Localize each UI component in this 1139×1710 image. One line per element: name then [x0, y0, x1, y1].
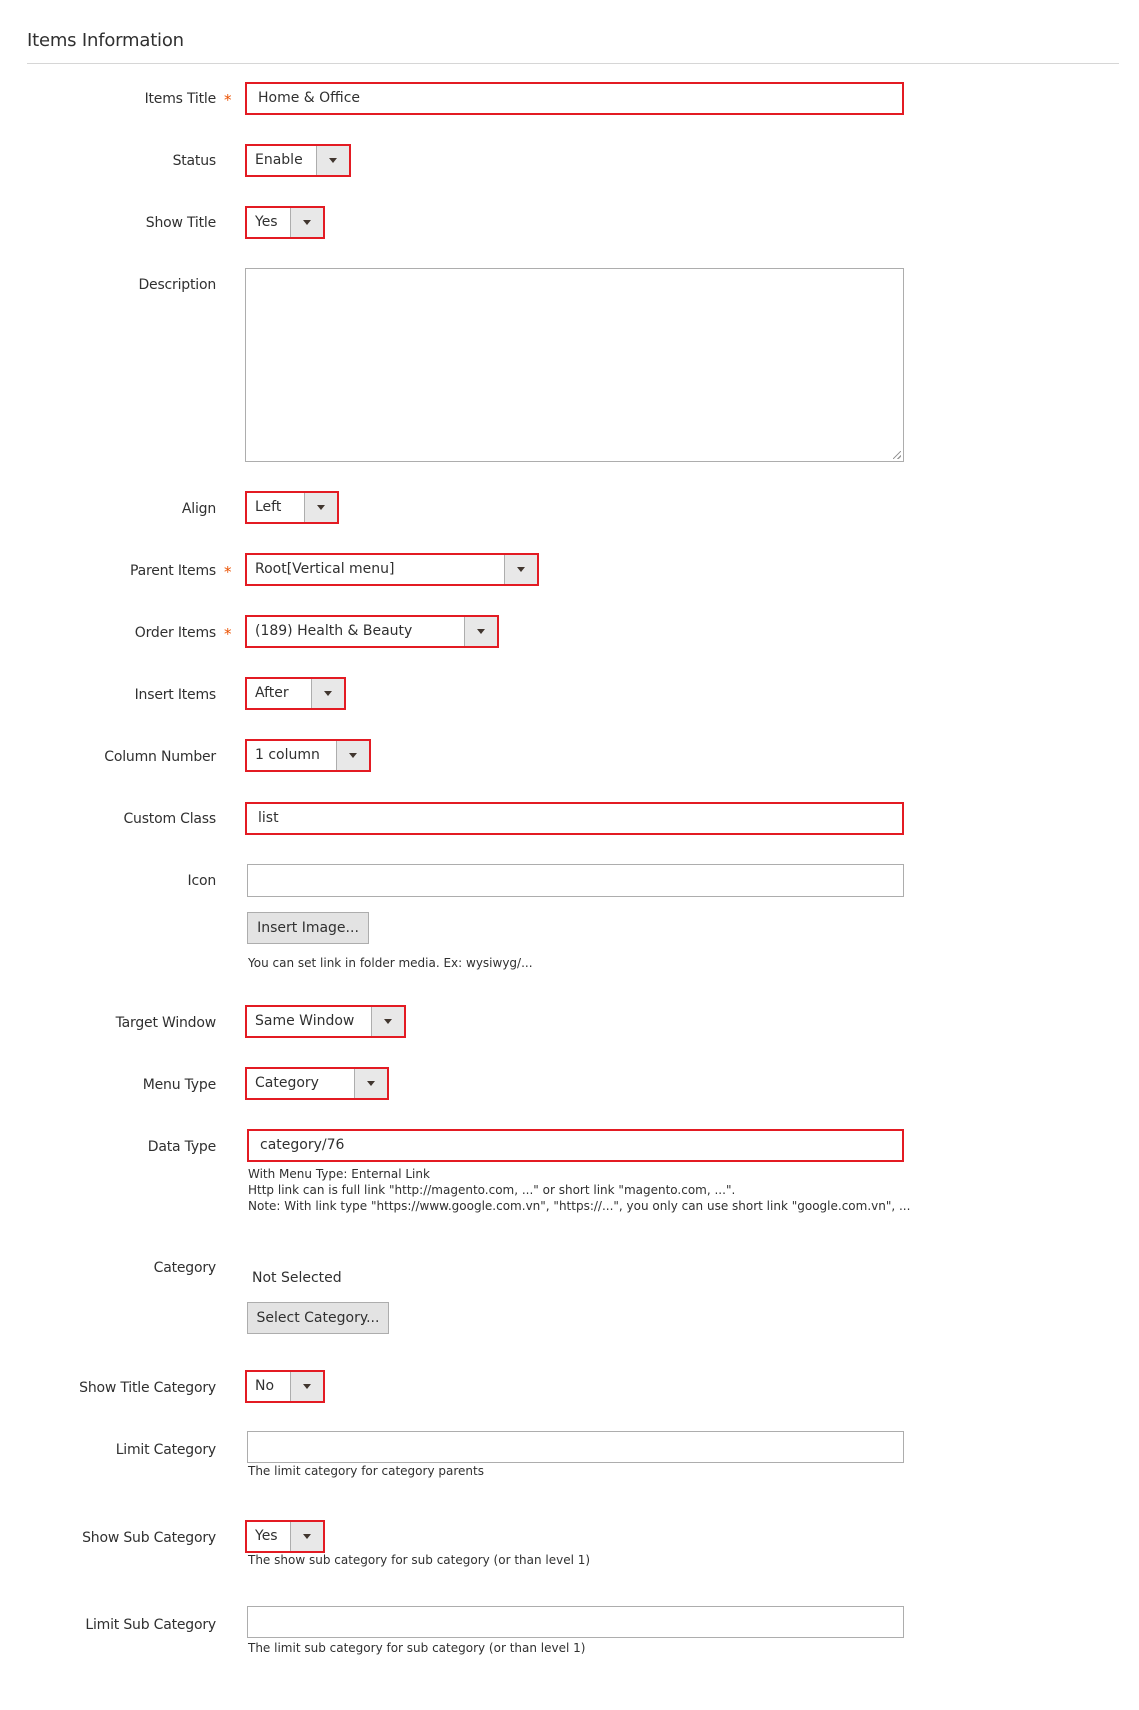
chevron-down-icon — [290, 1522, 323, 1551]
limit-sub-category-note: The limit sub category for sub category (or than level 1) — [248, 1641, 586, 1655]
chevron-down-icon — [316, 146, 349, 175]
menu-type-value: Category — [255, 1075, 319, 1091]
chevron-down-icon — [504, 555, 537, 584]
target-window-value: Same Window — [255, 1013, 355, 1029]
required-mark: * — [224, 625, 232, 643]
status-label: Status — [172, 153, 216, 169]
resize-handle-icon[interactable] — [893, 451, 901, 459]
icon-label: Icon — [187, 873, 216, 889]
required-mark: * — [224, 91, 232, 109]
show-title-label: Show Title — [145, 215, 216, 231]
target-window-select[interactable] — [245, 1005, 406, 1038]
limit-category-note: The limit category for category parents — [248, 1464, 484, 1478]
description-label: Description — [138, 277, 216, 293]
custom-class-input[interactable]: list — [245, 802, 904, 835]
show-sub-category-value: Yes — [255, 1528, 278, 1544]
limit-category-input[interactable] — [247, 1431, 904, 1463]
insert-image-button[interactable]: Insert Image... — [247, 912, 369, 944]
status-select[interactable] — [245, 144, 351, 177]
chevron-down-icon — [290, 208, 323, 237]
insert-items-label: Insert Items — [134, 687, 216, 703]
data-type-input[interactable]: category/76 — [247, 1129, 904, 1162]
chevron-down-icon — [290, 1372, 323, 1401]
status-value: Enable — [255, 152, 303, 168]
show-title-category-select[interactable] — [245, 1370, 325, 1403]
parent-items-value: Root[Vertical menu] — [255, 561, 395, 577]
category-label: Category — [153, 1260, 216, 1276]
align-label: Align — [181, 501, 216, 517]
chevron-down-icon — [311, 679, 344, 708]
insert-items-value: After — [255, 685, 289, 701]
section-divider — [27, 63, 1119, 64]
show-title-value: Yes — [255, 214, 278, 230]
category-selection-text: Not Selected — [252, 1270, 342, 1286]
data-type-note: Note: With link type "https://www.google.com.vn", "https://...", you only can use short link "google.com.vn", ... — [248, 1199, 911, 1213]
menu-type-label: Menu Type — [142, 1077, 216, 1093]
align-select[interactable] — [245, 491, 339, 524]
icon-note: You can set link in folder media. Ex: wysiwyg/... — [248, 956, 533, 970]
show-sub-category-select[interactable] — [245, 1520, 325, 1553]
custom-class-label: Custom Class — [123, 811, 216, 827]
limit-sub-category-label: Limit Sub Category — [85, 1617, 216, 1633]
show-title-category-value: No — [255, 1378, 275, 1394]
menu-type-select[interactable] — [245, 1067, 389, 1100]
order-items-value: (189) Health & Beauty — [255, 623, 413, 639]
select-category-button[interactable]: Select Category... — [247, 1302, 389, 1334]
section-title: Items Information — [27, 30, 184, 51]
column-number-label: Column Number — [104, 749, 216, 765]
chevron-down-icon — [371, 1007, 404, 1036]
chevron-down-icon — [304, 493, 337, 522]
insert-items-select[interactable] — [245, 677, 346, 710]
limit-sub-category-input[interactable] — [247, 1606, 904, 1638]
data-type-note: With Menu Type: Enternal Link — [248, 1167, 430, 1181]
parent-items-select[interactable] — [245, 553, 539, 586]
column-number-select[interactable] — [245, 739, 371, 772]
items-title-input[interactable]: Home & Office — [245, 82, 904, 115]
limit-category-label: Limit Category — [115, 1442, 216, 1458]
chevron-down-icon — [354, 1069, 387, 1098]
parent-items-label: Parent Items — [129, 563, 216, 579]
target-window-label: Target Window — [115, 1015, 216, 1031]
description-textarea[interactable] — [245, 268, 904, 462]
items-title-label: Items Title — [144, 91, 216, 107]
align-value: Left — [255, 499, 282, 515]
order-items-select[interactable] — [245, 615, 499, 648]
chevron-down-icon — [336, 741, 369, 770]
required-mark: * — [224, 563, 232, 581]
chevron-down-icon — [464, 617, 497, 646]
column-number-value: 1 column — [255, 747, 320, 763]
data-type-label: Data Type — [147, 1139, 216, 1155]
data-type-note: Http link can is full link "http://magento.com, ..." or short link "magento.com, ...". — [248, 1183, 736, 1197]
order-items-label: Order Items — [134, 625, 216, 641]
show-title-category-label: Show Title Category — [79, 1380, 216, 1396]
icon-input[interactable] — [247, 864, 904, 897]
show-title-select[interactable] — [245, 206, 325, 239]
show-sub-category-note: The show sub category for sub category (or than level 1) — [248, 1553, 591, 1567]
show-sub-category-label: Show Sub Category — [82, 1530, 216, 1546]
